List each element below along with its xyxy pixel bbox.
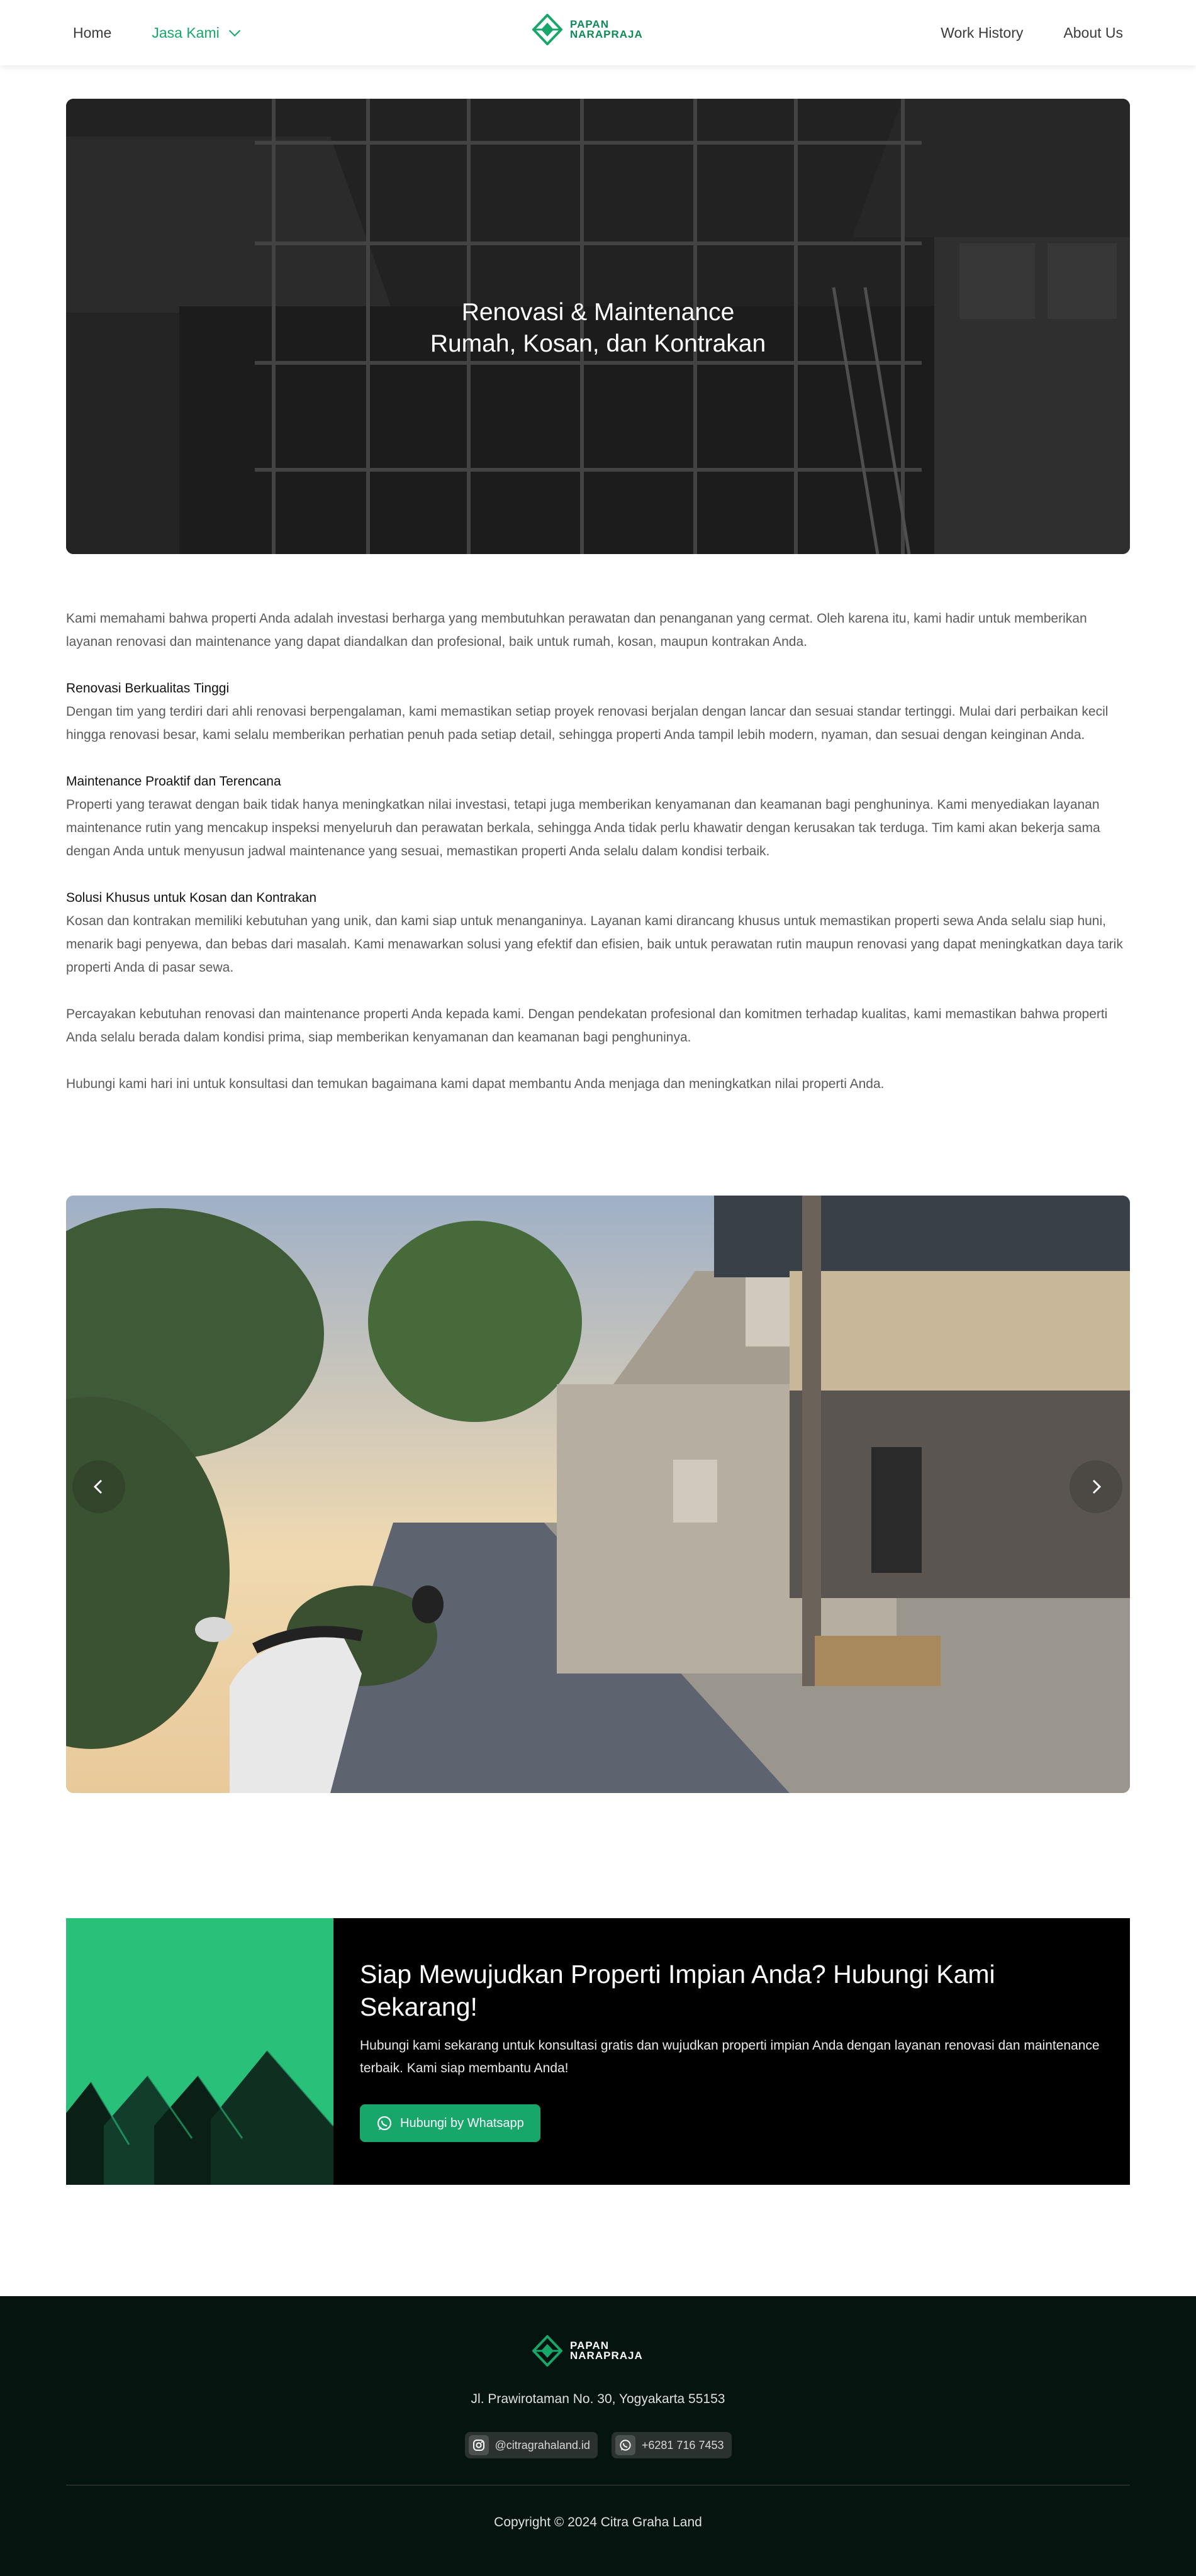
section-body: Dengan tim yang terdiri dari ahli renovasi berpengalaman, kami memastikan setiap proyek renovasi berjalan dengan lancar dan sesuai standar tertinggi. Mulai dari perbaikan kecil hingga renovasi besar, kami selalu memberikan perhatian penuh pada setiap detail, sehingga properti Anda tampil lebih modern, nyaman, dan sesuai dengan keinginan Anda. bbox=[66, 704, 1109, 742]
whatsapp-icon bbox=[615, 2435, 635, 2455]
footer-social-links bbox=[0, 2432, 1196, 2458]
footer-logo-line-1: PAPAN bbox=[570, 2340, 609, 2351]
article-intro: Kami memahami bahwa properti Anda adalah investasi berharga yang membutuhkan perawatan dan penanganan yang cermat. Oleh karena itu, kami hadir untuk memberikan layanan renovasi dan maintenance yang dapat diandalkan dan profesional, baik untuk rumah, kosan, maupun kontrakan Anda. bbox=[66, 611, 1087, 649]
carousel-prev-button[interactable] bbox=[72, 1460, 125, 1513]
article-section bbox=[66, 770, 1130, 863]
brand-logo[interactable] bbox=[532, 14, 643, 45]
section-heading: Maintenance Proaktif dan Terencana bbox=[66, 774, 281, 789]
whatsapp-cta-button[interactable] bbox=[360, 2104, 540, 2142]
instagram-handle: @citragrahaland.id bbox=[495, 2438, 590, 2451]
chevron-left-icon bbox=[89, 1477, 108, 1496]
carousel-slide-image bbox=[66, 1196, 1130, 1793]
logo-mark-icon bbox=[532, 2335, 562, 2367]
whatsapp-link[interactable] bbox=[612, 2432, 732, 2458]
footer-address: Jl. Prawirotaman No. 30, Yogyakarta 55153 bbox=[471, 2392, 725, 2406]
section-heading: Renovasi Berkualitas Tinggi bbox=[66, 681, 230, 696]
nav-services-label: Jasa Kami bbox=[152, 24, 220, 41]
hero-title bbox=[66, 297, 1130, 360]
cta-house-illustration bbox=[66, 1918, 333, 2185]
section-body: Kosan dan kontrakan memiliki kebutuhan yang unik, dan kami siap untuk menanganinya. Layanan kami dirancang khusus untuk memastikan properti sewa Anda selalu siap huni, menarik bagi penyewa, dan bebas dari masalah. Kami menawarkan solusi yang efektif dan efisien, baik untuk perawatan rutin maupun renovasi yang dapat meningkatkan daya tarik properti Anda di pasar sewa. bbox=[66, 914, 1123, 975]
contact-cta-banner bbox=[66, 1918, 1130, 2185]
nav-left-group bbox=[73, 0, 237, 65]
nav-home-link[interactable]: Home bbox=[73, 24, 112, 41]
article-closing: Hubungi kami hari ini untuk konsultasi dan temukan bagaimana kami dapat membantu Anda menjaga dan meningkatkan nilai properti Anda. bbox=[66, 1077, 885, 1091]
section-heading: Solusi Khusus untuk Kosan dan Kontrakan bbox=[66, 891, 317, 905]
whatsapp-cta-label: Hubungi by Whatsapp bbox=[400, 2116, 524, 2130]
cta-title: Siap Mewujudkan Properti Impian Anda? Hubungi Kami Sekarang! bbox=[360, 1960, 995, 2021]
logo-line-1: PAPAN bbox=[570, 18, 609, 30]
whatsapp-number: +6281 716 7453 bbox=[641, 2438, 724, 2451]
chevron-down-icon bbox=[229, 25, 240, 36]
top-navbar bbox=[0, 0, 1196, 65]
footer-logo[interactable] bbox=[532, 2335, 643, 2367]
carousel-next-button[interactable] bbox=[1070, 1460, 1122, 1513]
footer-copyright: Copyright © 2024 Citra Graha Land bbox=[494, 2515, 702, 2529]
logo-mark-icon bbox=[532, 14, 562, 45]
nav-about-link[interactable]: About Us bbox=[1063, 24, 1123, 41]
section-body: Properti yang terawat dengan baik tidak hanya meningkatkan nilai investasi, tetapi juga memberikan kenyamanan dan keamanan bagi penghuninya. Kami menyediakan layanan maintenance rutin yang mencakup inspeksi menyeluruh dan perawatan berkala, sehingga Anda tidak perlu khawatir dengan kerusakan tak terduga. Tim kami akan bekerja sama dengan Anda untuk menyusun jadwal maintenance yang sesuai, memastikan properti Anda selalu dalam kondisi terbaik. bbox=[66, 797, 1100, 858]
logo-line-2: NARAPRAJA bbox=[570, 28, 643, 40]
service-article bbox=[66, 607, 1130, 1119]
cta-description: Hubungi kami sekarang untuk konsultasi gratis dan wujudkan properti impian Anda dengan layanan renovasi dan maintenance terbaik. Kami siap membantu Anda! bbox=[360, 2038, 1100, 2075]
project-photo-carousel[interactable] bbox=[66, 1196, 1130, 1793]
article-trust: Percayakan kebutuhan renovasi dan maintenance properti Anda kepada kami. Dengan pendekatan profesional dan komitmen terhadap kualitas, kami memastikan bahwa properti Anda selalu berada dalam kondisi prima, siap memberikan kenyamanan dan keamanan bagi penghuninya. bbox=[66, 1007, 1108, 1045]
nav-work-history-link[interactable]: Work History bbox=[941, 24, 1024, 41]
nav-services-dropdown[interactable] bbox=[152, 25, 236, 42]
nav-right-group bbox=[941, 0, 1123, 65]
chevron-right-icon bbox=[1087, 1477, 1105, 1496]
article-section bbox=[66, 886, 1130, 979]
instagram-link[interactable] bbox=[465, 2432, 598, 2458]
hero-title-line-1: Renovasi & Maintenance bbox=[461, 299, 735, 326]
hero-title-line-2: Rumah, Kosan, dan Kontrakan bbox=[430, 330, 766, 357]
hero-banner bbox=[66, 99, 1130, 554]
instagram-icon bbox=[469, 2435, 489, 2455]
footer-logo-line-2: NARAPRAJA bbox=[570, 2350, 643, 2362]
article-section bbox=[66, 677, 1130, 747]
site-footer bbox=[0, 2296, 1196, 2576]
whatsapp-icon bbox=[376, 2115, 393, 2131]
